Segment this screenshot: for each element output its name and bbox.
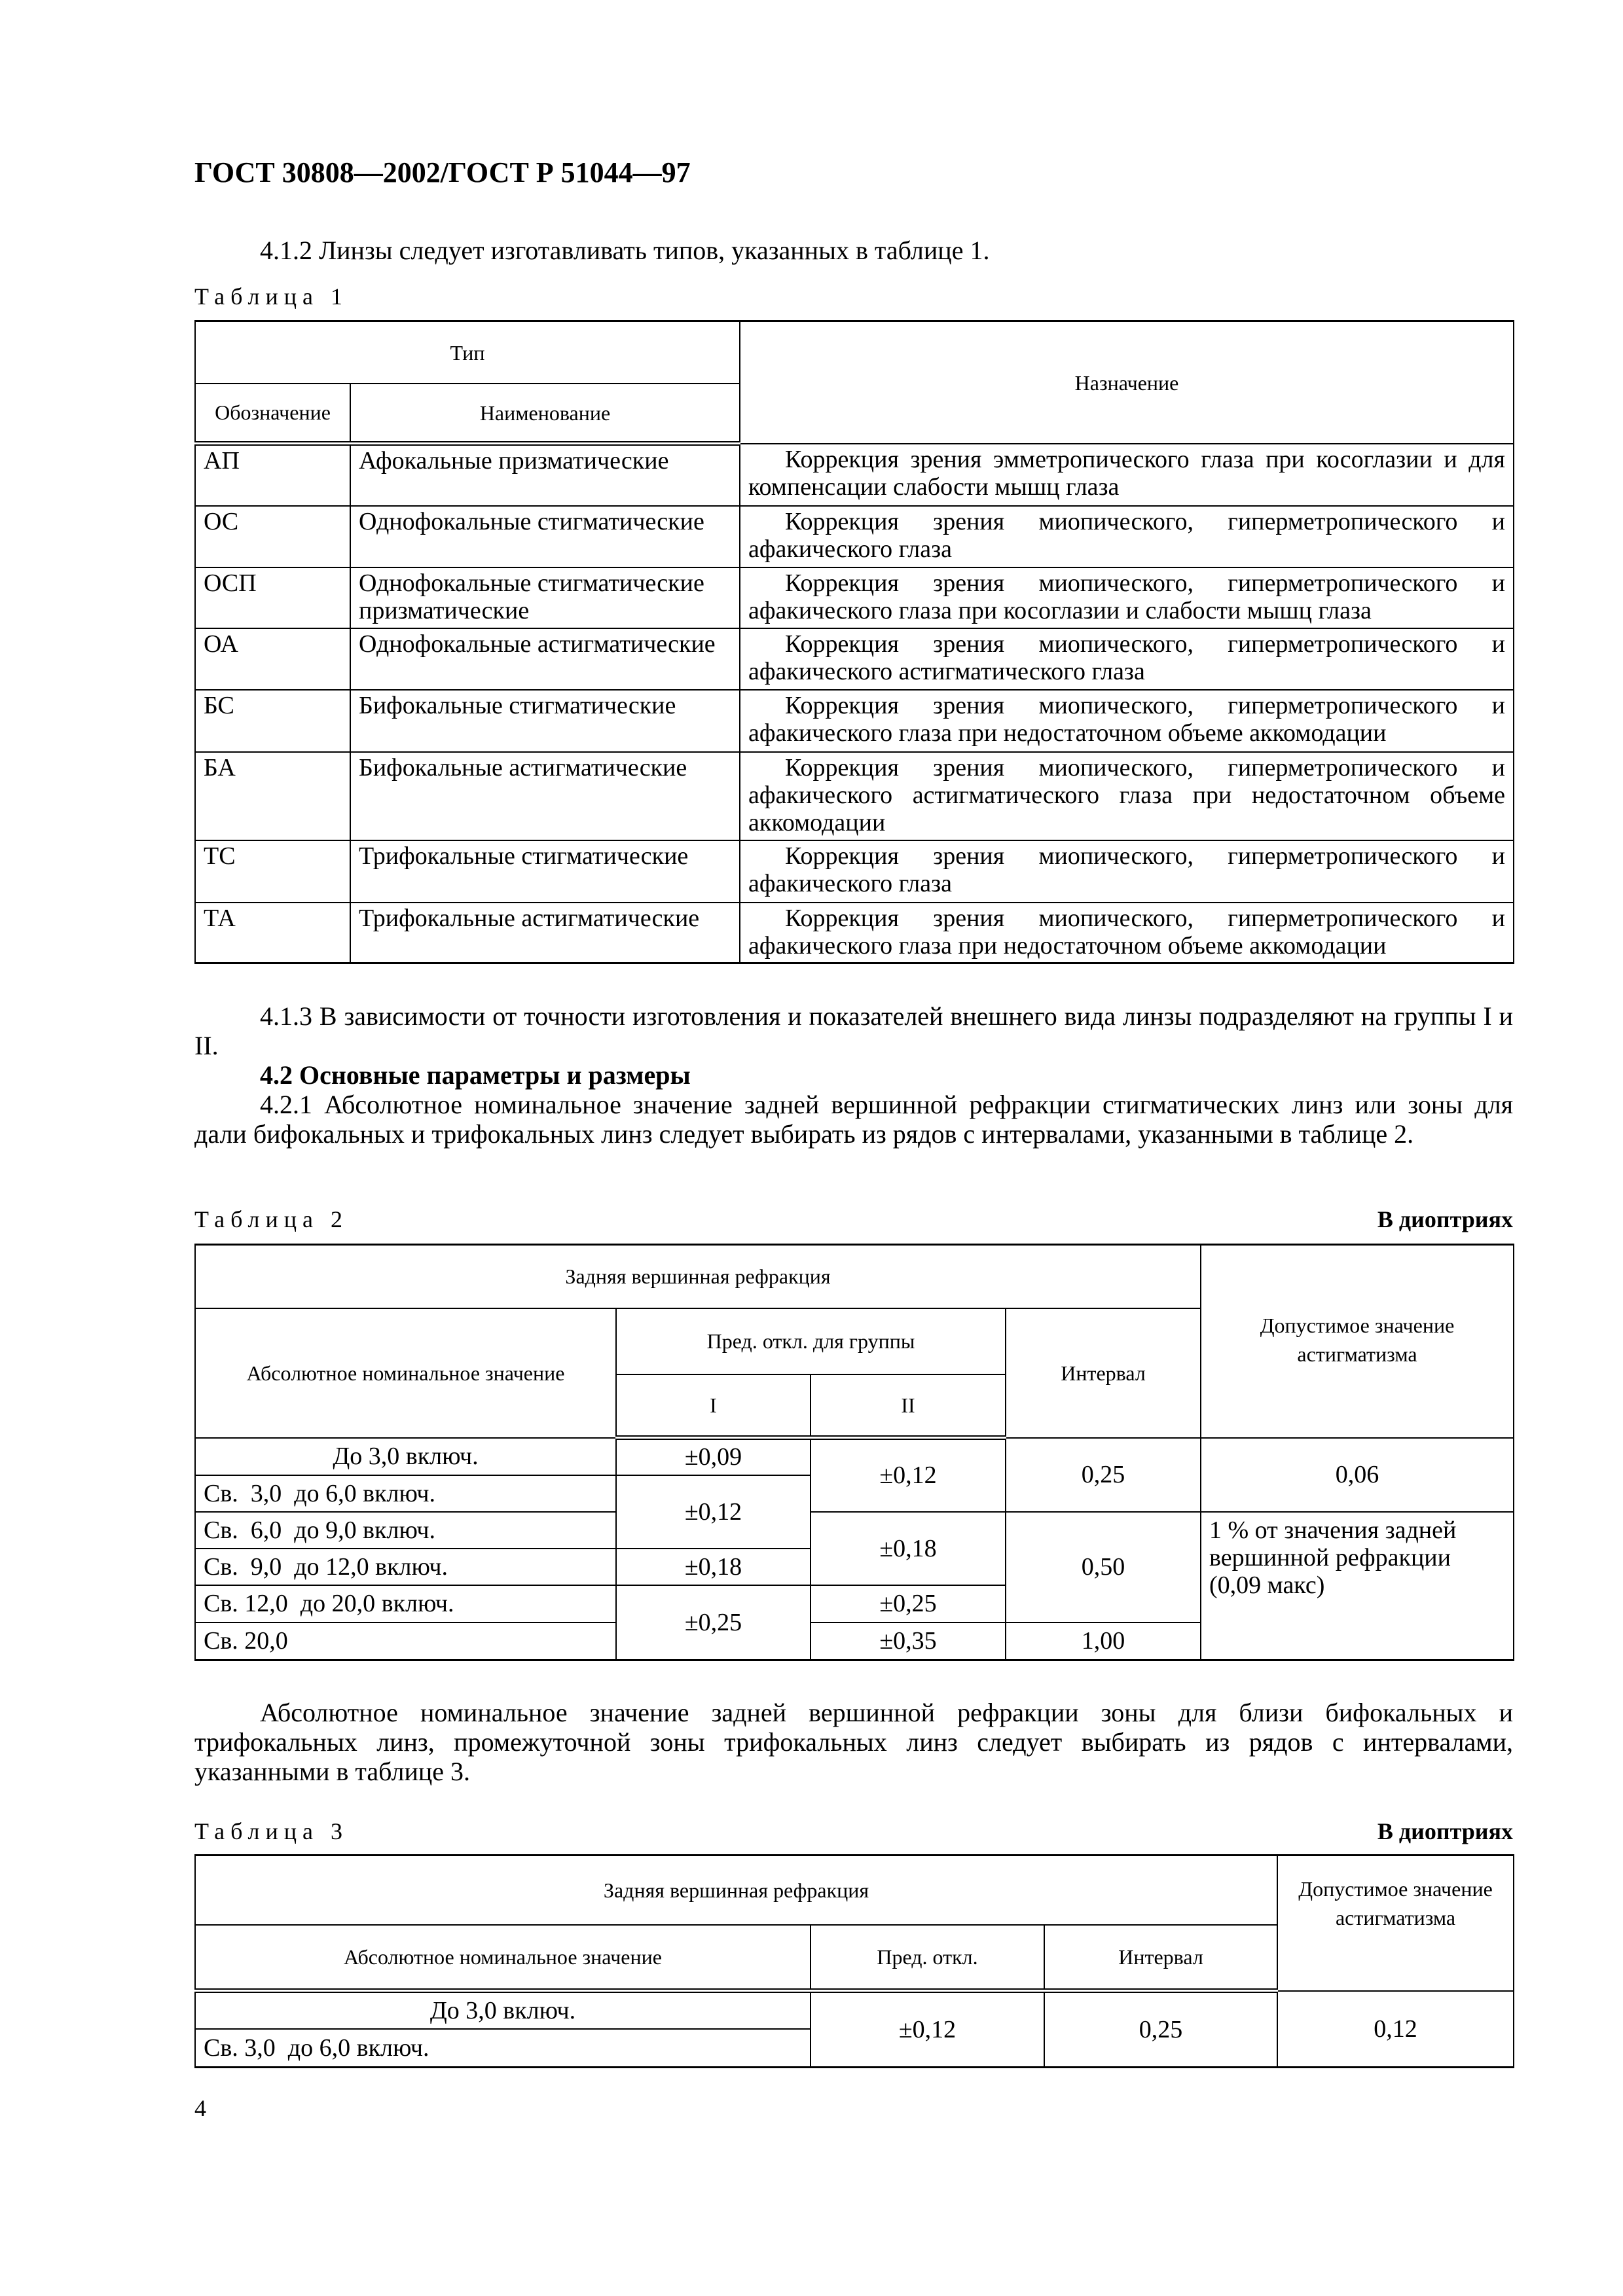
table-distance-refraction bbox=[194, 1244, 1514, 1661]
table3-units: В диоптриях bbox=[1377, 1818, 1513, 1844]
lens-purpose: Коррекция зрения миопического, гиперметропического и афакического глаза bbox=[740, 506, 1514, 567]
header-group-1: I bbox=[616, 1374, 811, 1438]
header-purpose: Назначение bbox=[740, 321, 1514, 444]
lens-name: Однофокальные астигматические bbox=[350, 628, 740, 690]
lens-purpose: Коррекция зрения миопического, гиперметропического и афакического глаза при косоглазии и слабости мышц глаза bbox=[740, 567, 1514, 628]
group2-deviation: ±0,18 bbox=[811, 1512, 1006, 1585]
lens-code: АП bbox=[195, 444, 350, 506]
table-row bbox=[195, 444, 1514, 506]
abs-value: Св. 12,0 до 20,0 включ. bbox=[195, 1585, 616, 1623]
table-row bbox=[195, 628, 1514, 690]
abs-value: До 3,0 включ. bbox=[195, 1991, 811, 2029]
interval-value: 0,50 bbox=[1006, 1512, 1201, 1623]
paragraph-near-zone: Абсолютное номинальное значение задней вершинной рефракции зоны для близи бифокальных и трифокальных линз, промежуточной зоны трифокальных линз следует выбирать из рядов с интервалами, указанными в таблице 3. bbox=[194, 1698, 1513, 1786]
lens-name: Трифокальные астигматические bbox=[350, 903, 740, 963]
table-row bbox=[195, 840, 1514, 903]
paragraph-4-1-3: 4.1.3 В зависимости от точности изготовления и показателей внешнего вида линзы подразделяют на группы I и II. bbox=[194, 1001, 1513, 1060]
deviation-value: ±0,12 bbox=[811, 1991, 1044, 2068]
lens-code: ОСП bbox=[195, 567, 350, 628]
table-row bbox=[195, 1438, 1514, 1475]
lens-name: Однофокальные стигматические призматические bbox=[350, 567, 740, 628]
table-row bbox=[195, 1991, 1514, 2029]
astigmatism-value: 1 % от значения задней вершинной рефракции (0,09 макс) bbox=[1201, 1512, 1514, 1660]
astigmatism-value: 0,12 bbox=[1277, 1991, 1514, 2068]
table-near-refraction bbox=[194, 1854, 1514, 2068]
table-row bbox=[195, 903, 1514, 963]
header-astigmatism: Допустимое значение астигматизма bbox=[1201, 1245, 1514, 1438]
header-deviation: Пред. откл. bbox=[811, 1925, 1044, 1991]
header-interval: Интервал bbox=[1006, 1308, 1201, 1438]
lens-code: БС bbox=[195, 690, 350, 752]
table-lens-types bbox=[194, 320, 1514, 964]
lens-code: ТА bbox=[195, 903, 350, 963]
abs-value: Св. 3,0 до 6,0 включ. bbox=[195, 1475, 616, 1512]
lens-name: Трифокальные стигматические bbox=[350, 840, 740, 903]
header-refraction: Задняя вершинная рефракция bbox=[195, 1245, 1201, 1308]
lens-code: ТС bbox=[195, 840, 350, 903]
group2-deviation: ±0,35 bbox=[811, 1623, 1006, 1660]
abs-value: Св. 20,0 bbox=[195, 1623, 616, 1660]
paragraph-4-2-1: 4.2.1 Абсолютное номинальное значение задней вершинной рефракции стигматических линз или зоны для дали бифокальных и трифокальных линз следует выбирать из рядов с интервалами, указанными в таблице 2. bbox=[194, 1090, 1513, 1149]
astigmatism-value: 0,06 bbox=[1201, 1438, 1514, 1512]
lens-purpose: Коррекция зрения миопического, гиперметропического и афакического астигматического глаза bbox=[740, 628, 1514, 690]
header-abs-value: Абсолютное номинальное значение bbox=[195, 1308, 616, 1438]
lens-purpose: Коррекция зрения миопического, гиперметропического и афакического астигматического глаза при недостаточном объеме аккомодации bbox=[740, 752, 1514, 840]
group2-deviation: ±0,12 bbox=[811, 1438, 1006, 1512]
table2-units: В диоптриях bbox=[1377, 1206, 1513, 1232]
paragraph-4-1-2: 4.1.2 Линзы следует изготавливать типов, указанных в таблице 1. bbox=[260, 236, 990, 265]
lens-code: ОС bbox=[195, 506, 350, 567]
abs-value: Св. 9,0 до 12,0 включ. bbox=[195, 1549, 616, 1585]
interval-value: 1,00 bbox=[1006, 1623, 1201, 1660]
interval-value: 0,25 bbox=[1006, 1438, 1201, 1512]
table-row bbox=[195, 690, 1514, 752]
lens-name: Бифокальные стигматические bbox=[350, 690, 740, 752]
lens-purpose: Коррекция зрения эмметропического глаза при косоглазии и для компенсации слабости мышц глаза bbox=[740, 444, 1514, 506]
interval-value: 0,25 bbox=[1044, 1991, 1277, 2068]
lens-name: Однофокальные стигматические bbox=[350, 506, 740, 567]
lens-purpose: Коррекция зрения миопического, гиперметропического и афакического глаза при недостаточном объеме аккомодации bbox=[740, 690, 1514, 752]
group1-deviation: ±0,12 bbox=[616, 1475, 811, 1549]
document-header: ГОСТ 30808—2002/ГОСТ Р 51044—97 bbox=[194, 156, 691, 188]
table-row bbox=[195, 752, 1514, 840]
header-name: Наименование bbox=[350, 384, 740, 444]
table-row bbox=[195, 506, 1514, 567]
header-abs-value: Абсолютное номинальное значение bbox=[195, 1925, 811, 1991]
lens-name: Бифокальные астигматические bbox=[350, 752, 740, 840]
lens-code: ОА bbox=[195, 628, 350, 690]
lens-purpose: Коррекция зрения миопического, гиперметропического и афакического глаза при недостаточном объеме аккомодации bbox=[740, 903, 1514, 963]
group1-deviation: ±0,18 bbox=[616, 1549, 811, 1585]
abs-value: Св. 6,0 до 9,0 включ. bbox=[195, 1512, 616, 1549]
table3-label: Таблица 3 bbox=[194, 1818, 348, 1844]
page-number: 4 bbox=[194, 2095, 206, 2121]
header-refraction: Задняя вершинная рефракция bbox=[195, 1856, 1277, 1925]
table-row bbox=[195, 1512, 1514, 1549]
group1-deviation: ±0,09 bbox=[616, 1438, 811, 1475]
header-deviation-group: Пред. откл. для группы bbox=[616, 1308, 1006, 1374]
section-heading-4-2: 4.2 Основные параметры и размеры bbox=[260, 1060, 691, 1090]
table2-label: Таблица 2 bbox=[194, 1206, 348, 1232]
header-interval: Интервал bbox=[1044, 1925, 1277, 1991]
table1-label: Таблица 1 bbox=[194, 283, 348, 310]
abs-value: До 3,0 включ. bbox=[195, 1438, 616, 1475]
header-astigmatism: Допустимое значение астигматизма bbox=[1277, 1856, 1514, 1991]
abs-value: Св. 3,0 до 6,0 включ. bbox=[195, 2029, 811, 2068]
lens-purpose: Коррекция зрения миопического, гиперметропического и афакического глаза bbox=[740, 840, 1514, 903]
lens-code: БА bbox=[195, 752, 350, 840]
lens-name: Афокальные призматические bbox=[350, 444, 740, 506]
group1-deviation: ±0,25 bbox=[616, 1585, 811, 1660]
header-type: Тип bbox=[195, 321, 740, 384]
header-group-2: II bbox=[811, 1374, 1006, 1438]
header-designation: Обозначение bbox=[195, 384, 350, 444]
group2-deviation: ±0,25 bbox=[811, 1585, 1006, 1623]
table-row bbox=[195, 567, 1514, 628]
